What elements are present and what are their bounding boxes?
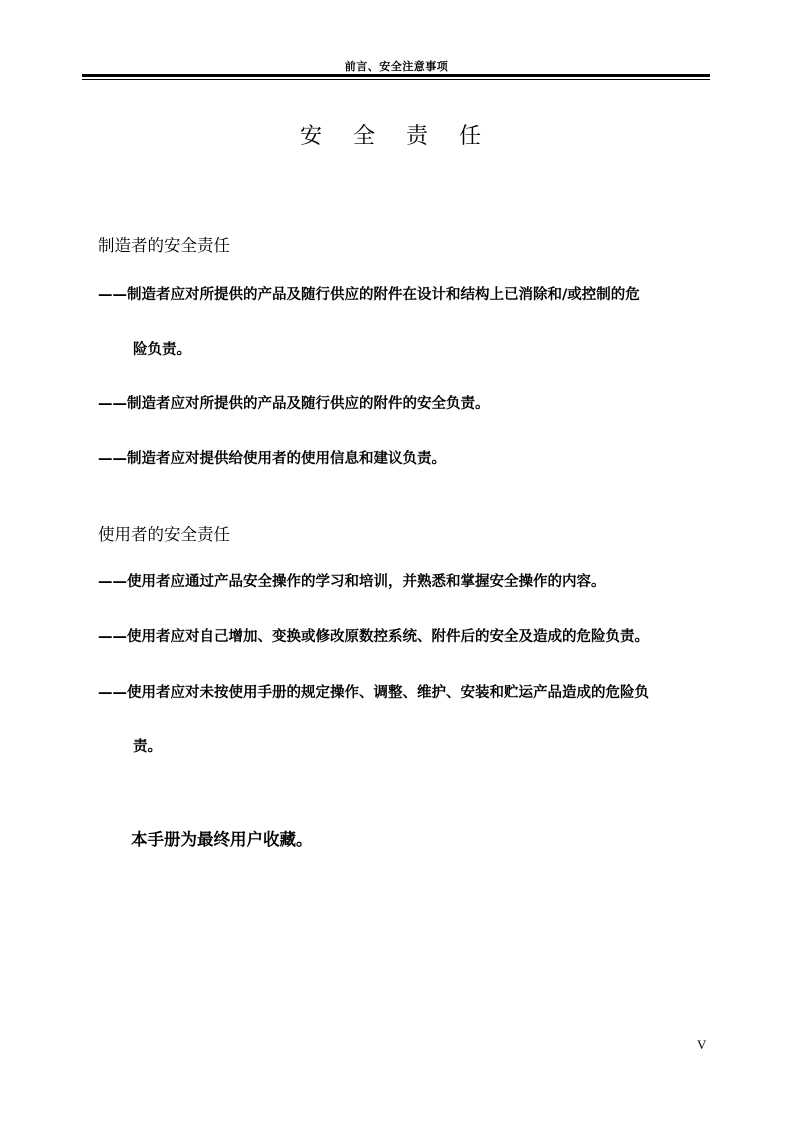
user-item-1: ——使用者应通过产品安全操作的学习和培训，并熟悉和掌握安全操作的内容。 — [98, 574, 606, 590]
closing-note: 本手册为最终用户收藏。 — [131, 830, 313, 849]
user-section-heading: 使用者的安全责任 — [98, 525, 230, 544]
manufacturer-item-1: ——制造者应对所提供的产品及随行供应的附件在设计和结构上已消除和/或控制的危 — [98, 287, 640, 303]
manufacturer-section-heading: 制造者的安全责任 — [98, 236, 230, 255]
user-item-3-continuation: 责。 — [133, 739, 162, 755]
manufacturer-item-2: ——制造者应对所提供的产品及随行供应的附件的安全负责。 — [98, 396, 490, 412]
header-rule-thick — [82, 74, 710, 77]
header-rule-thin — [82, 79, 710, 80]
manufacturer-item-3: ——制造者应对提供给使用者的使用信息和建议负责。 — [98, 451, 446, 467]
manufacturer-item-1-continuation: 险负责。 — [133, 342, 191, 358]
running-header: 前言、安全注意事项 — [344, 60, 449, 73]
page-number: V — [697, 1037, 707, 1052]
page-title: 安 全 责 任 — [300, 124, 493, 149]
user-item-3: ——使用者应对未按使用手册的规定操作、调整、维护、安装和贮运产品造成的危险负 — [98, 685, 649, 701]
user-item-2: ——使用者应对自己增加、变换或修改原数控系统、附件后的安全及造成的危险负责。 — [98, 629, 649, 645]
